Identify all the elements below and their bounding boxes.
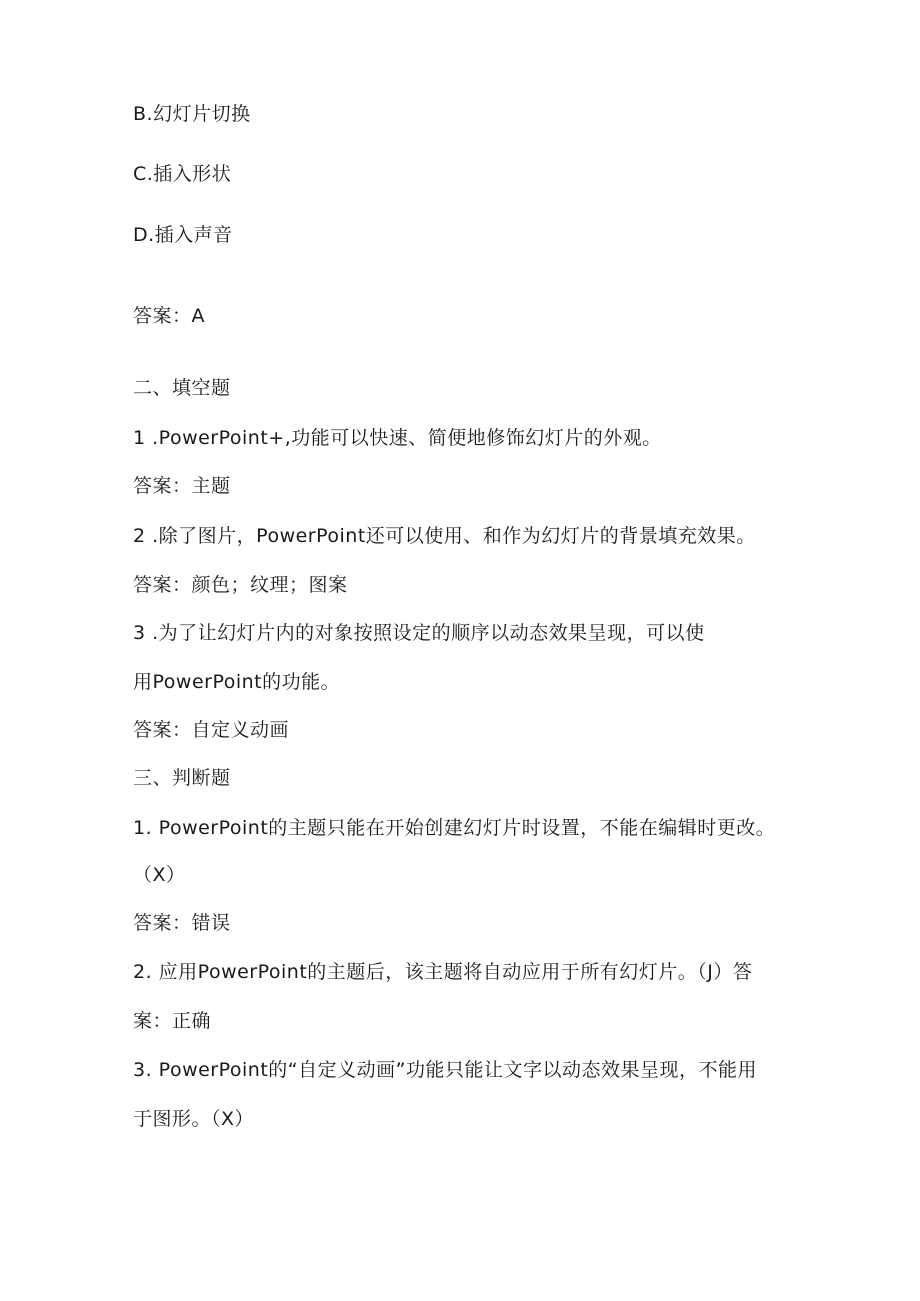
option-b: B.幻灯片切换 xyxy=(133,103,251,125)
fill-blank-answer-3: 答案：自定义动画 xyxy=(133,719,290,741)
true-false-question-1-line-1: 1. PowerPoint的主题只能在开始创建幻灯片时设置，不能在编辑时更改。 xyxy=(133,817,776,839)
true-false-question-2-line-2: 案：正确 xyxy=(133,1010,212,1032)
choice-answer: 答案：A xyxy=(133,305,205,327)
option-d: D.插入声音 xyxy=(133,224,233,246)
true-false-question-3-line-1: 3. PowerPoint的“自定义动画”功能只能让文字以动态效果呈现，不能用 xyxy=(133,1059,757,1081)
fill-blank-answer-2: 答案：颜色；纹理；图案 xyxy=(133,574,348,596)
true-false-heading: 三、判断题 xyxy=(133,767,231,789)
fill-blank-answer-1: 答案：主题 xyxy=(133,475,231,497)
fill-blank-question-1: 1 .PowerPoint+,功能可以快速、简便地修饰幻灯片的外观。 xyxy=(133,427,662,449)
fill-blank-question-3-line-2: 用PowerPoint的功能。 xyxy=(133,671,341,693)
fill-blank-heading: 二、填空题 xyxy=(133,377,231,399)
fill-blank-question-2: 2 .除了图片，PowerPoint还可以使用、和作为幻灯片的背景填充效果。 xyxy=(133,525,756,547)
fill-blank-question-3-line-1: 3 .为了让幻灯片内的对象按照设定的顺序以动态效果呈现，可以使 xyxy=(133,622,705,644)
true-false-question-1-line-2: （X） xyxy=(133,864,186,886)
true-false-question-2-line-1: 2. 应用PowerPoint的主题后，该主题将自动应用于所有幻灯片。（J）答 xyxy=(133,961,753,983)
true-false-question-3-line-2: 于图形。（X） xyxy=(133,1108,255,1130)
true-false-answer-1: 答案：错误 xyxy=(133,912,231,934)
option-c: C.插入形状 xyxy=(133,163,232,185)
